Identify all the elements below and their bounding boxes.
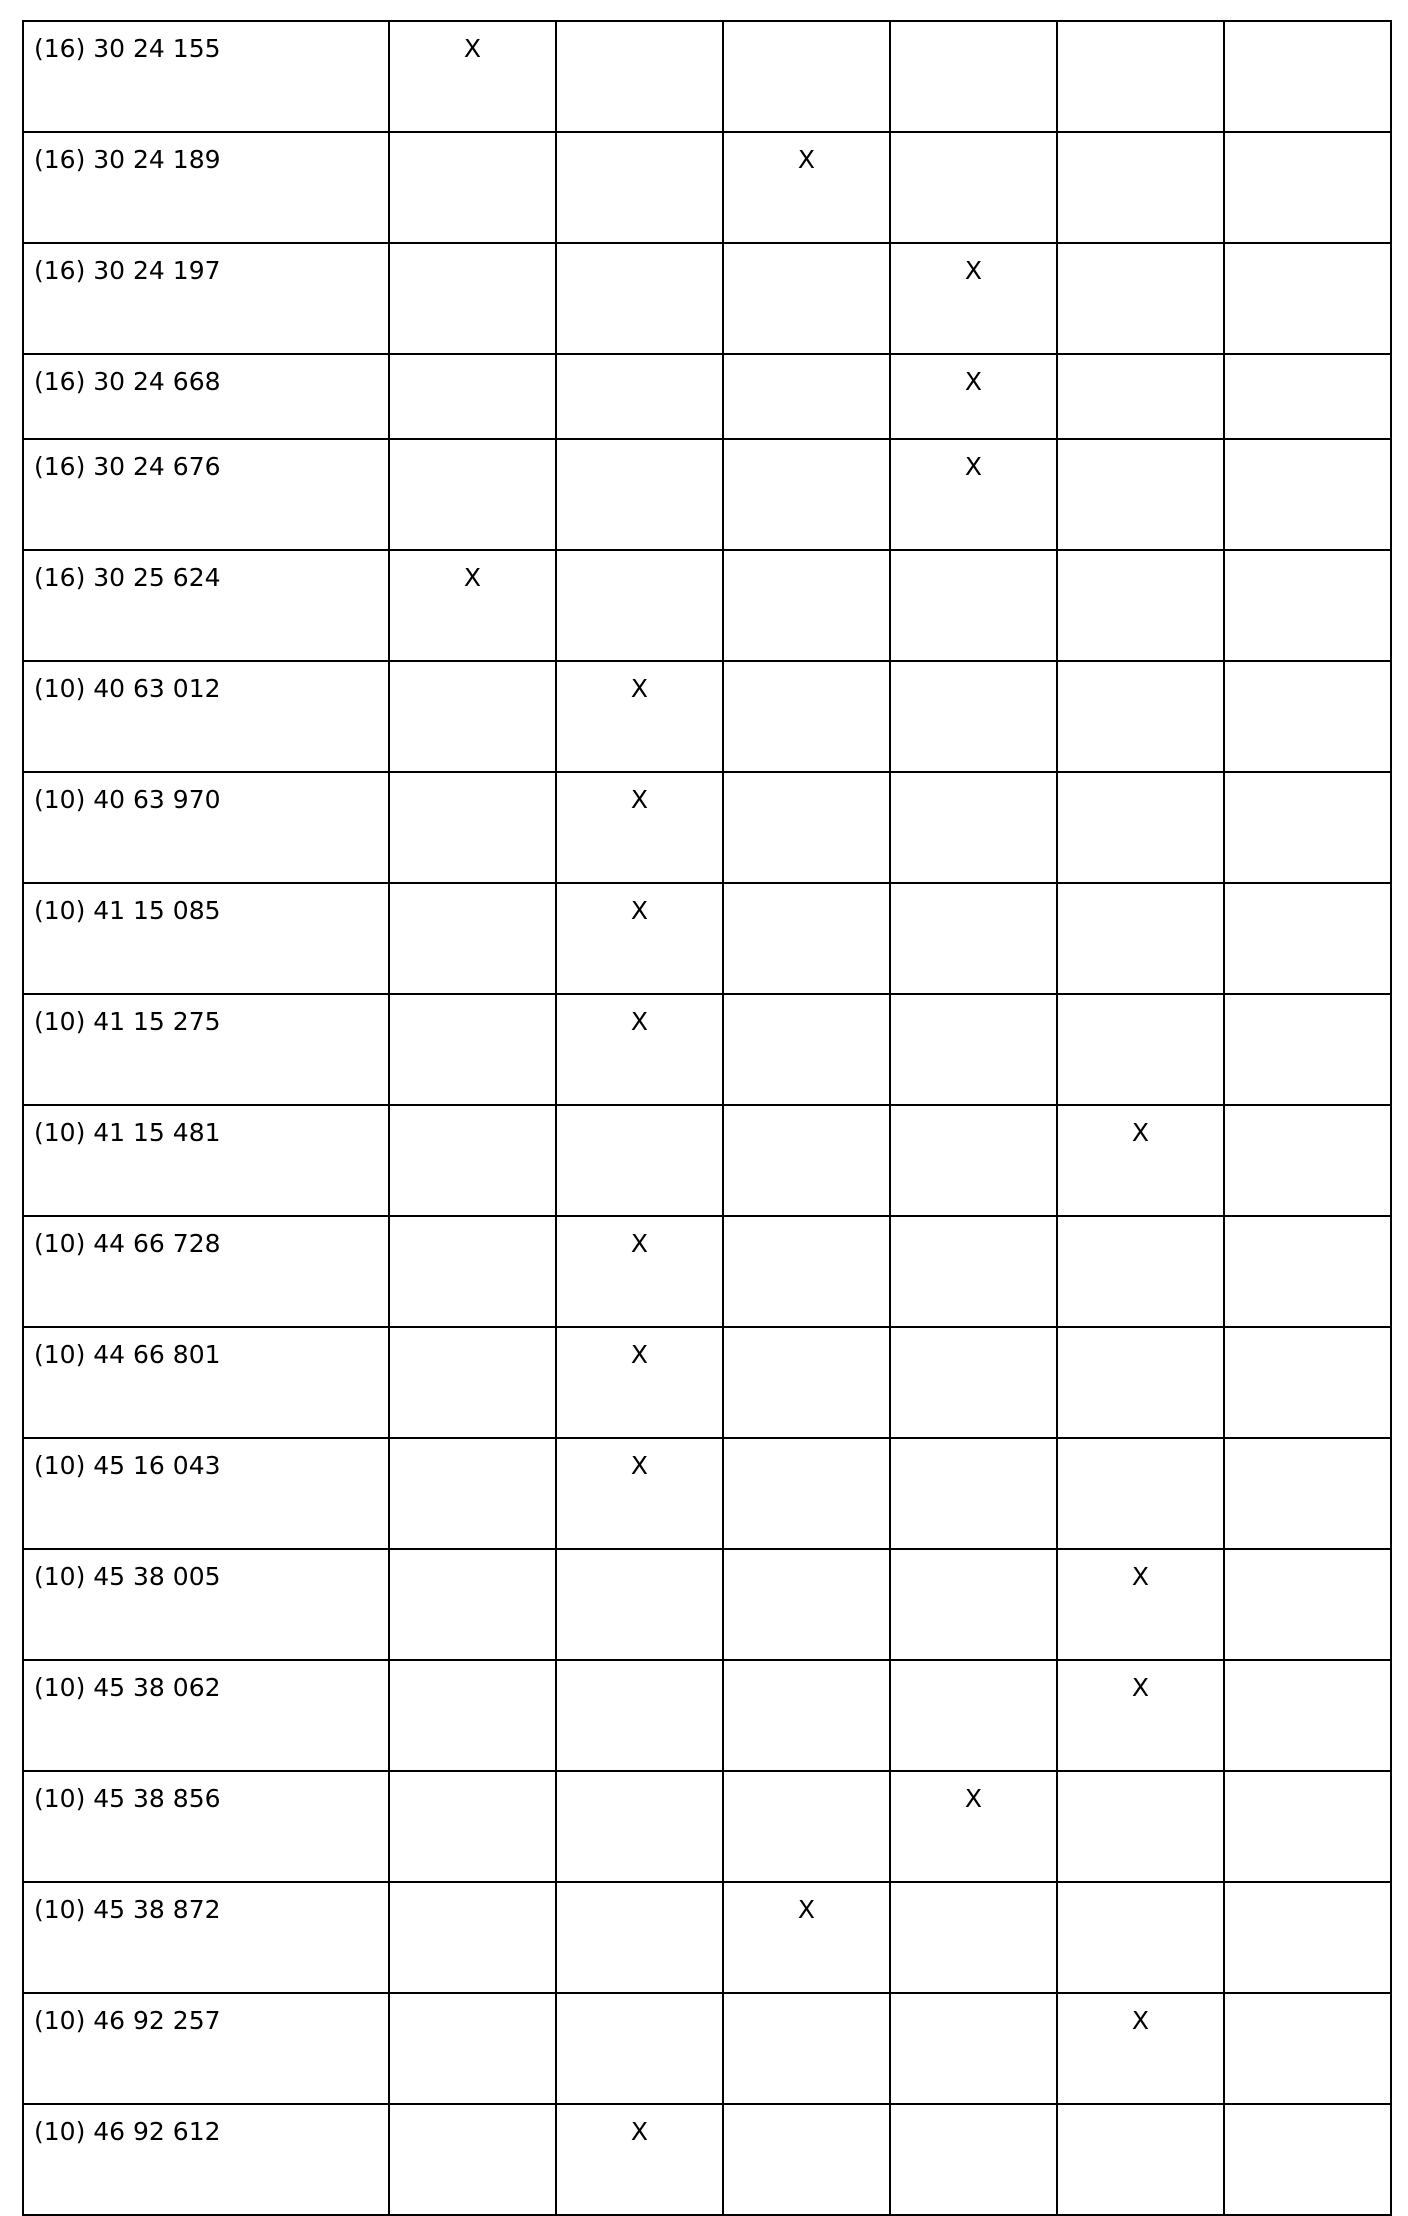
- mark-cell: [723, 2104, 890, 2215]
- mark-cell: X: [1057, 1105, 1224, 1216]
- mark-cell: [1057, 883, 1224, 994]
- mark-cell: [1224, 661, 1391, 772]
- mark-cell: [723, 1771, 890, 1882]
- row-id-cell: (10) 41 15 481: [23, 1105, 389, 1216]
- table-row: [23, 1327, 1391, 1438]
- mark-cell: [890, 772, 1057, 883]
- mark-cell: [723, 550, 890, 661]
- table-row: [23, 1216, 1391, 1327]
- mark-cell: [389, 132, 556, 243]
- table-body: [23, 21, 1391, 2215]
- row-id-cell: (10) 45 38 856: [23, 1771, 389, 1882]
- mark-cell: [890, 1105, 1057, 1216]
- mark-cell: [723, 661, 890, 772]
- mark-cell: X: [389, 550, 556, 661]
- mark-cell: [723, 883, 890, 994]
- mark-cell: [556, 1993, 723, 2104]
- mark-cell: [1057, 994, 1224, 1105]
- row-id-cell: (16) 30 24 676: [23, 439, 389, 550]
- table-row: [23, 883, 1391, 994]
- row-id-cell: (10) 41 15 085: [23, 883, 389, 994]
- table-row: [23, 1993, 1391, 2104]
- mark-cell: [1057, 1882, 1224, 1993]
- mark-cell: [723, 1327, 890, 1438]
- table-row: [23, 550, 1391, 661]
- mark-cell: [389, 1105, 556, 1216]
- mark-cell: X: [556, 994, 723, 1105]
- mark-cell: [1224, 1882, 1391, 1993]
- mark-cell: [723, 1549, 890, 1660]
- mark-cell: [1057, 132, 1224, 243]
- mark-cell: X: [1057, 1993, 1224, 2104]
- mark-cell: [389, 1216, 556, 1327]
- table-row: [23, 1660, 1391, 1771]
- mark-cell: [556, 1882, 723, 1993]
- table-row: [23, 772, 1391, 883]
- mark-cell: [1224, 1771, 1391, 1882]
- table-row: [23, 354, 1391, 439]
- mark-cell: [1057, 661, 1224, 772]
- mark-cell: [890, 883, 1057, 994]
- mark-cell: [1224, 2104, 1391, 2215]
- mark-cell: [1224, 994, 1391, 1105]
- mark-cell: [1224, 1216, 1391, 1327]
- mark-cell: [1224, 439, 1391, 550]
- row-id-cell: (16) 30 24 189: [23, 132, 389, 243]
- mark-cell: [389, 994, 556, 1105]
- mark-cell: [1057, 550, 1224, 661]
- mark-cell: X: [556, 772, 723, 883]
- row-id-cell: (10) 44 66 801: [23, 1327, 389, 1438]
- row-id-cell: (10) 45 38 872: [23, 1882, 389, 1993]
- mark-cell: [890, 1216, 1057, 1327]
- mark-cell: [389, 1438, 556, 1549]
- table-row: [23, 21, 1391, 132]
- mark-cell: [1057, 1771, 1224, 1882]
- table-row: [23, 243, 1391, 354]
- mark-cell: [723, 994, 890, 1105]
- row-id-cell: (10) 40 63 012: [23, 661, 389, 772]
- table-row: [23, 439, 1391, 550]
- mark-cell: [723, 439, 890, 550]
- mark-cell: X: [890, 354, 1057, 439]
- mark-cell: [1224, 883, 1391, 994]
- mark-cell: [389, 2104, 556, 2215]
- mark-cell: [890, 1882, 1057, 1993]
- mark-cell: [1224, 772, 1391, 883]
- mark-cell: [1224, 21, 1391, 132]
- mark-cell: [1057, 439, 1224, 550]
- mark-cell: [389, 354, 556, 439]
- mark-cell: [389, 1549, 556, 1660]
- mark-cell: [890, 661, 1057, 772]
- mark-cell: X: [556, 1327, 723, 1438]
- mark-cell: [1057, 2104, 1224, 2215]
- table-row: [23, 2104, 1391, 2215]
- mark-cell: [723, 1105, 890, 1216]
- mark-cell: X: [556, 1438, 723, 1549]
- mark-cell: [1224, 1105, 1391, 1216]
- mark-cell: [723, 1216, 890, 1327]
- mark-cell: [1224, 550, 1391, 661]
- mark-cell: [890, 132, 1057, 243]
- row-id-cell: (16) 30 25 624: [23, 550, 389, 661]
- mark-cell: [890, 1549, 1057, 1660]
- row-id-cell: (10) 40 63 970: [23, 772, 389, 883]
- mark-cell: [1224, 1327, 1391, 1438]
- mark-cell: [723, 354, 890, 439]
- row-id-cell: (10) 44 66 728: [23, 1216, 389, 1327]
- row-id-cell: (16) 30 24 668: [23, 354, 389, 439]
- mark-cell: [389, 1993, 556, 2104]
- mark-cell: [723, 1438, 890, 1549]
- mark-cell: [389, 243, 556, 354]
- mark-cell: [556, 1105, 723, 1216]
- table-row: [23, 661, 1391, 772]
- mark-cell: [1224, 1660, 1391, 1771]
- mark-cell: [389, 1771, 556, 1882]
- mark-cell: X: [556, 883, 723, 994]
- mark-cell: [890, 1438, 1057, 1549]
- row-id-cell: (16) 30 24 197: [23, 243, 389, 354]
- row-id-cell: (10) 41 15 275: [23, 994, 389, 1105]
- mark-cell: X: [723, 1882, 890, 1993]
- mark-cell: [556, 1771, 723, 1882]
- mark-cell: X: [890, 243, 1057, 354]
- mark-cell: [556, 550, 723, 661]
- mark-cell: [556, 243, 723, 354]
- mark-cell: [1224, 1438, 1391, 1549]
- mark-cell: [556, 21, 723, 132]
- mark-cell: [1057, 354, 1224, 439]
- mark-cell: [556, 1660, 723, 1771]
- mark-cell: [723, 772, 890, 883]
- table-row: [23, 994, 1391, 1105]
- mark-cell: [1057, 21, 1224, 132]
- table-row: [23, 1438, 1391, 1549]
- table-row: [23, 1882, 1391, 1993]
- mark-cell: X: [556, 661, 723, 772]
- mark-cell: [1057, 1327, 1224, 1438]
- mark-cell: [1224, 243, 1391, 354]
- row-id-cell: (10) 46 92 612: [23, 2104, 389, 2215]
- mark-cell: [1057, 772, 1224, 883]
- mark-cell: X: [556, 1216, 723, 1327]
- classification-table: [22, 20, 1392, 2216]
- row-id-cell: (16) 30 24 155: [23, 21, 389, 132]
- mark-cell: [389, 1882, 556, 1993]
- row-id-cell: (10) 45 38 062: [23, 1660, 389, 1771]
- table-row: [23, 132, 1391, 243]
- mark-cell: [890, 550, 1057, 661]
- table-row: [23, 1105, 1391, 1216]
- mark-cell: [1224, 354, 1391, 439]
- mark-cell: X: [723, 132, 890, 243]
- mark-cell: [1057, 1216, 1224, 1327]
- mark-cell: [723, 1993, 890, 2104]
- mark-cell: [890, 1660, 1057, 1771]
- mark-cell: [556, 439, 723, 550]
- mark-cell: [1224, 1549, 1391, 1660]
- mark-cell: [723, 1660, 890, 1771]
- mark-cell: [1057, 1438, 1224, 1549]
- mark-cell: [389, 1327, 556, 1438]
- mark-cell: [890, 1993, 1057, 2104]
- mark-cell: [389, 772, 556, 883]
- mark-cell: [890, 994, 1057, 1105]
- mark-cell: [389, 439, 556, 550]
- mark-cell: [890, 1327, 1057, 1438]
- row-id-cell: (10) 45 38 005: [23, 1549, 389, 1660]
- mark-cell: [556, 1549, 723, 1660]
- mark-cell: [1057, 243, 1224, 354]
- mark-cell: X: [556, 2104, 723, 2215]
- mark-cell: [556, 354, 723, 439]
- mark-cell: [389, 883, 556, 994]
- mark-cell: X: [389, 21, 556, 132]
- mark-cell: X: [890, 439, 1057, 550]
- mark-cell: [1224, 132, 1391, 243]
- mark-cell: [1224, 1993, 1391, 2104]
- mark-cell: X: [1057, 1660, 1224, 1771]
- table-row: [23, 1549, 1391, 1660]
- row-id-cell: (10) 46 92 257: [23, 1993, 389, 2104]
- mark-cell: [389, 661, 556, 772]
- row-id-cell: (10) 45 16 043: [23, 1438, 389, 1549]
- table-row: [23, 1771, 1391, 1882]
- mark-cell: [890, 21, 1057, 132]
- mark-cell: X: [890, 1771, 1057, 1882]
- mark-cell: [723, 243, 890, 354]
- mark-cell: [890, 2104, 1057, 2215]
- mark-cell: [389, 1660, 556, 1771]
- mark-cell: [723, 21, 890, 132]
- mark-cell: X: [1057, 1549, 1224, 1660]
- mark-cell: [556, 132, 723, 243]
